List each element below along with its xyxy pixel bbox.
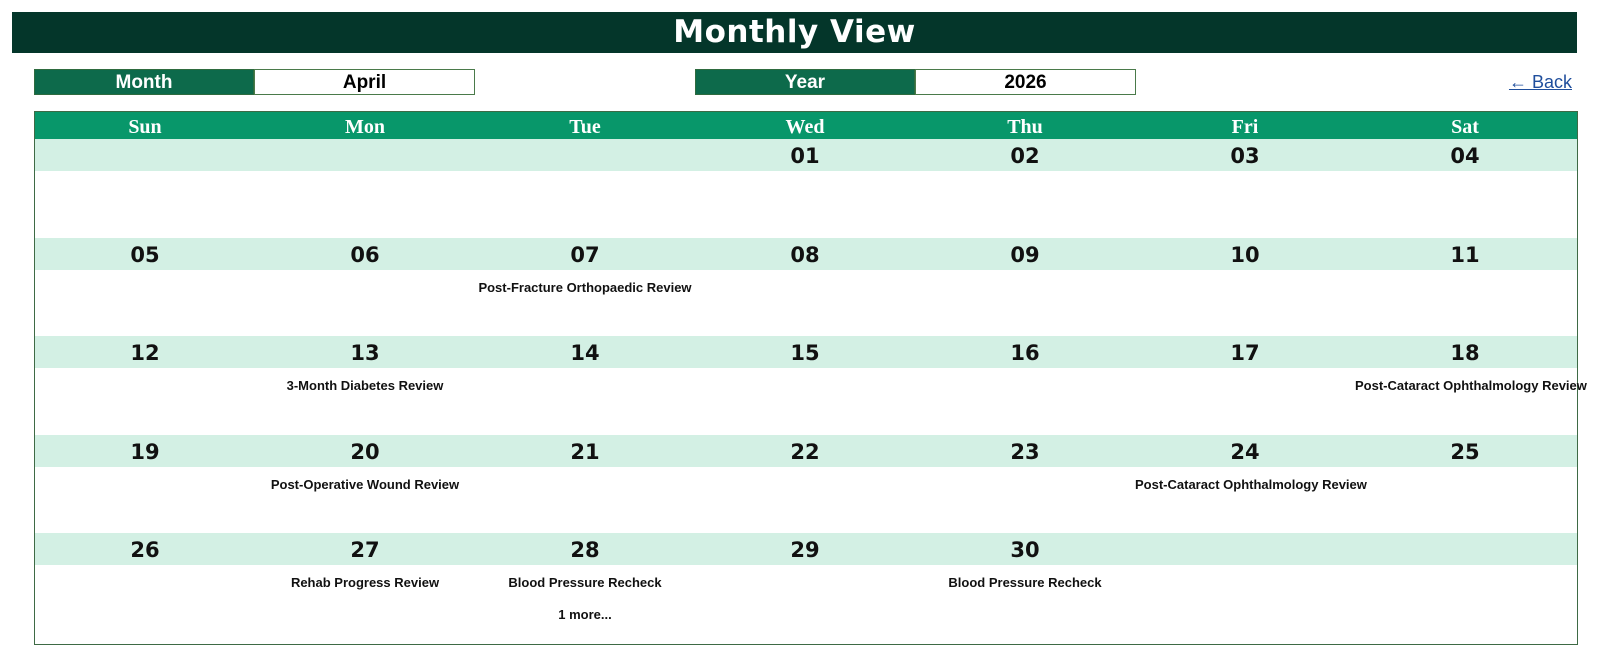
day-cell[interactable]	[1135, 435, 1367, 536]
day-cell[interactable]	[1355, 238, 1575, 339]
day-cell[interactable]	[915, 435, 1135, 536]
event-label[interactable]: Post-Cataract Ophthalmology Review	[1135, 476, 1367, 492]
calendar-grid	[34, 111, 1587, 645]
day-number: 08	[790, 242, 820, 267]
week-row	[35, 336, 1587, 437]
dow-tue: Tue	[569, 116, 601, 138]
event-label[interactable]: 3-Month Diabetes Review	[255, 378, 475, 393]
day-number: 16	[1010, 341, 1040, 365]
more-events-link[interactable]: 1 more...	[558, 607, 612, 622]
day-number: 09	[1010, 242, 1040, 267]
day-number	[35, 139, 255, 171]
back-link[interactable]: ← Back	[1508, 72, 1572, 92]
day-cell[interactable]	[255, 238, 475, 339]
day-number: 01	[790, 144, 820, 168]
event-label[interactable]: Blood Pressure Recheck	[475, 575, 695, 590]
day-number: 28	[570, 538, 600, 562]
day-number: 25	[1450, 439, 1480, 464]
day-cell[interactable]	[255, 139, 475, 240]
day-number: 05	[130, 242, 160, 267]
day-cell[interactable]	[35, 139, 255, 240]
day-number	[255, 139, 475, 171]
day-number: 14	[570, 341, 600, 365]
day-cell[interactable]	[915, 336, 1135, 437]
day-cell[interactable]	[1355, 533, 1575, 634]
day-number: 11	[1450, 242, 1480, 267]
month-label: Month	[34, 69, 254, 95]
day-cell[interactable]	[475, 533, 695, 634]
week-row	[35, 139, 1577, 240]
page-title: Monthly View	[12, 12, 1577, 53]
day-cell[interactable]	[695, 435, 915, 536]
day-cell[interactable]	[475, 336, 695, 437]
week-row	[35, 238, 1577, 339]
month-select[interactable]: April	[254, 69, 475, 95]
day-number: 23	[1010, 439, 1040, 464]
day-cell[interactable]	[915, 533, 1135, 634]
day-number: 22	[790, 439, 820, 464]
day-cell[interactable]	[1135, 336, 1355, 437]
dow-wed: Wed	[785, 116, 825, 138]
day-number: 20	[350, 439, 380, 464]
event-label[interactable]: Blood Pressure Recheck	[915, 575, 1135, 590]
event-label[interactable]: Post-Cataract Ophthalmology Review	[1355, 378, 1587, 393]
day-cell[interactable]	[1355, 336, 1587, 437]
day-number: 12	[130, 341, 160, 365]
day-number	[1135, 533, 1355, 565]
day-number: 27	[350, 538, 380, 562]
day-cell[interactable]	[1135, 238, 1355, 339]
day-number: 24	[1230, 439, 1260, 464]
event-label[interactable]: Post-Operative Wound Review	[255, 477, 475, 492]
day-number: 26	[130, 538, 160, 562]
dow-fri: Fri	[1231, 116, 1259, 138]
day-of-week-header	[35, 112, 1577, 141]
day-number	[475, 139, 695, 171]
day-number: 21	[570, 439, 600, 464]
dow-sun: Sun	[128, 116, 162, 138]
week-row	[35, 533, 1577, 634]
day-number: 17	[1230, 341, 1260, 365]
day-cell[interactable]	[915, 238, 1135, 339]
day-number: 18	[1450, 341, 1480, 365]
day-cell[interactable]	[1355, 139, 1575, 240]
day-cell[interactable]	[255, 336, 475, 437]
day-number: 19	[130, 439, 160, 464]
dow-sat: Sat	[1451, 116, 1479, 138]
day-cell[interactable]	[255, 533, 475, 634]
day-cell[interactable]	[475, 435, 695, 536]
day-number: 07	[570, 242, 600, 267]
day-cell[interactable]	[915, 139, 1135, 240]
event-label[interactable]: Post-Fracture Orthopaedic Review	[475, 280, 695, 295]
day-cell[interactable]	[1355, 435, 1575, 536]
day-cell[interactable]	[695, 139, 915, 240]
day-cell[interactable]	[35, 533, 255, 634]
day-number: 03	[1230, 144, 1260, 168]
day-number: 04	[1450, 144, 1480, 168]
week-row	[35, 435, 1577, 536]
event-label[interactable]: Rehab Progress Review	[255, 575, 475, 590]
day-cell[interactable]	[35, 435, 255, 536]
day-number: 29	[790, 538, 820, 562]
dow-thu: Thu	[1007, 116, 1043, 138]
day-cell[interactable]	[35, 238, 255, 339]
day-number: 30	[1010, 538, 1040, 562]
dow-mon: Mon	[345, 116, 385, 138]
day-cell[interactable]	[695, 533, 915, 634]
year-select[interactable]: 2026	[915, 69, 1136, 95]
day-cell[interactable]	[255, 435, 475, 536]
day-number: 02	[1010, 144, 1040, 168]
day-cell[interactable]	[695, 336, 915, 437]
day-cell[interactable]	[695, 238, 915, 339]
day-number: 15	[790, 341, 820, 365]
day-number	[1355, 533, 1575, 565]
day-number: 13	[350, 341, 380, 365]
day-cell[interactable]	[475, 238, 695, 339]
year-label: Year	[695, 69, 915, 95]
day-cell[interactable]	[35, 336, 255, 437]
day-number: 10	[1230, 242, 1260, 267]
day-cell[interactable]	[1135, 139, 1355, 240]
day-number: 06	[350, 242, 380, 267]
day-cell[interactable]	[1135, 533, 1355, 634]
day-cell[interactable]	[475, 139, 695, 240]
